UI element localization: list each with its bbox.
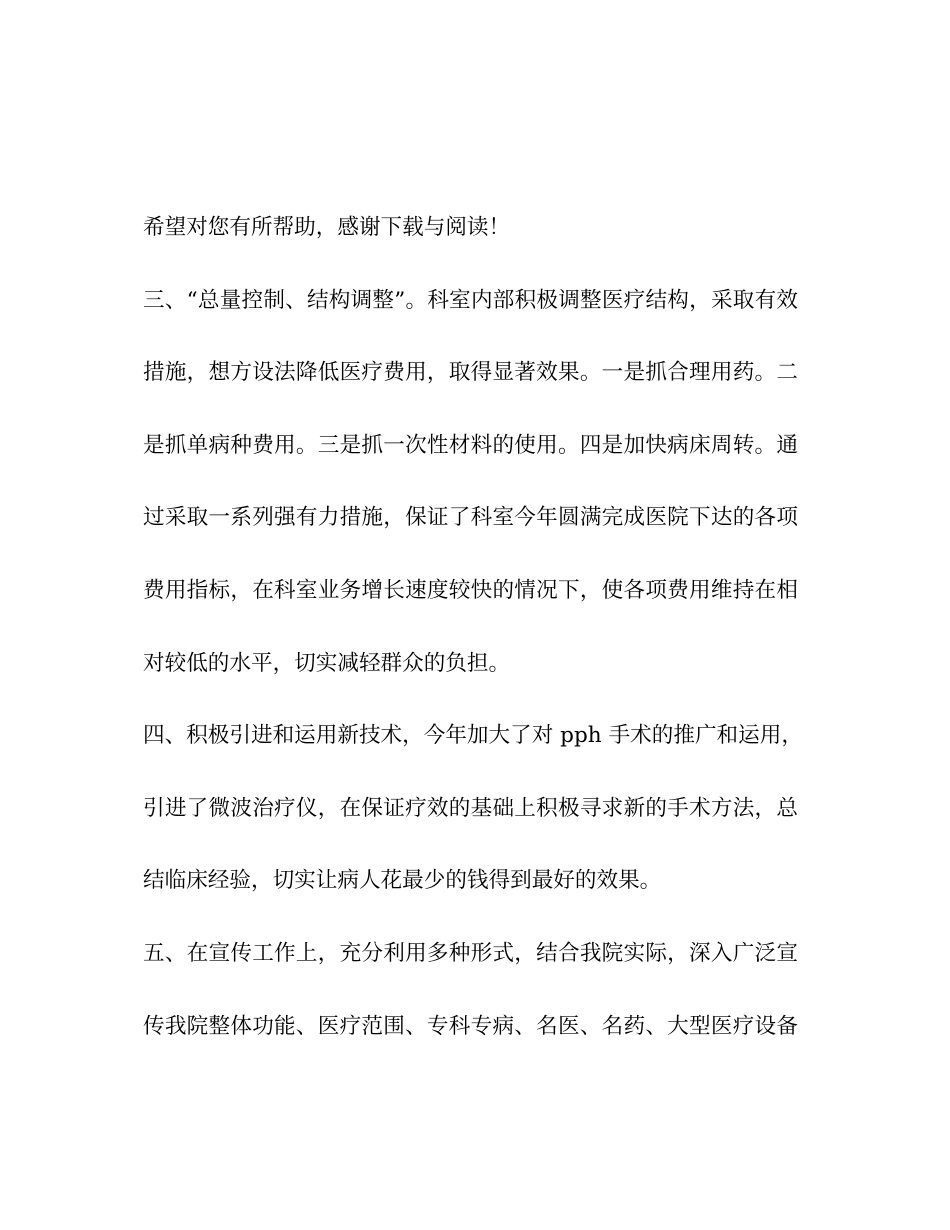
document-body [143,209,803,1080]
text-line: 费用指标，在科室业务增长速度较快的情况下，使各项费用维持在相 [143,577,798,603]
text-line: 传我院整体功能、医疗范围、专科专病、名医、名药、大型医疗设备 [143,1013,798,1039]
text-line: 三、“总量控制、结构调整”。科室内部积极调整医疗结构，采取有效 [143,287,798,313]
text-line: 引进了微波治疗仪，在保证疗效的基础上积极寻求新的手术方法，总 [143,795,798,821]
text-line: 对较低的水平，切实减轻群众的负担。 [143,650,511,676]
text-line: 结临床经验，切实让病人花最少的钱得到最好的效果。 [143,868,662,894]
text-line: 五、在宣传工作上，充分利用多种形式，结合我院实际，深入广泛宣 [143,940,798,966]
text-line: 四、积极引进和运用新技术，今年加大了对 pph 手术的推广和运用， [143,723,803,749]
text-line: 希望对您有所帮助，感谢下载与阅读！ [143,215,511,240]
text-line: 措施，想方设法降低医疗费用，取得显著效果。一是抓合理用药。二 [143,360,798,386]
text-line: 是抓单病种费用。三是抓一次性材料的使用。四是加快病床周转。通 [143,432,798,458]
text-line: 过采取一系列强有力措施，保证了科室今年圆满完成医院下达的各项 [143,505,798,531]
